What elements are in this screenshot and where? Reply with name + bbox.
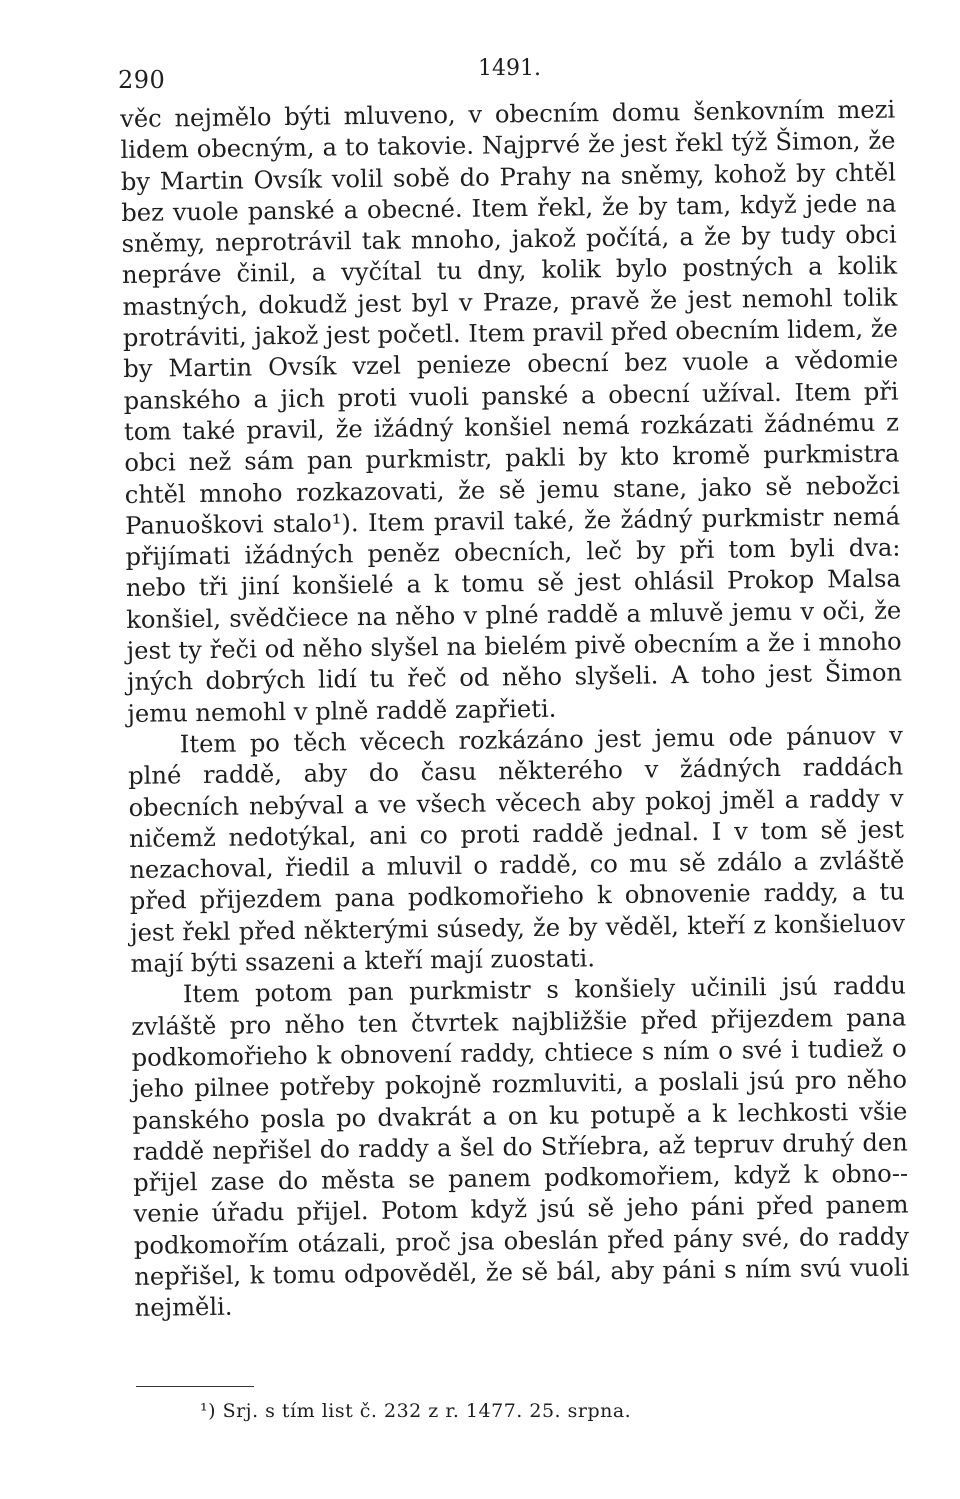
footnote-separator xyxy=(136,1386,254,1387)
footnote-marker: ¹) xyxy=(200,1400,217,1422)
footnote xyxy=(200,1400,631,1422)
running-head-year: 1491. xyxy=(478,56,541,81)
paragraph-1: věc nejmělo býti mluveno, v obecním domu šenkovním mezi lidem obecným, a to takovie. Najprvé že jest řekl týž Šimon, že by Martin Ovsík volil sobě do Prahy na sněmy, kohož by chtěl bez vuole panské a obecné. Item řekl, že by tam, když jede na sněmy, neprotrávil tak mnoho, jakož počítá, a že by tudy obci nepráve činil, a vyčítal tu dny, kolik bylo postných a kolik mastných, dokudž jest byl v Praze, pravě že jest nemohl tolik protráviti, jakož jest početl. Item pravil před obecním lidem, že by Martin Ovsík vzel penieze obecní bez vuole a vědomie panského a jich proti vuoli panské a obecní užíval. Item při tom také pravil, že ižádný konšiel nemá rozkázati žádnému z obci než sám pan purkmistr, pakli by kto kromě purkmistra chtěl mnoho rozkazovati, že sě jemu stane, jako sě nebožci Panuoškovi stalo¹). Item pravil také, že žádný purkmistr nemá přijímati ižádných peněz obecních, leč by při tom byli dva: nebo tři jiní konšielé a k tomu sě jest ohlásil Prokop Malsa konšiel, svědčiece na něho v plné raddě a mluvě jemu v oči, že jest ty řeči od něho slyšel na bielém pivě obecním a že i mnoho jných dobrých lidí tu řeč od něho slyšeli. A toho jest Šimon jemu nemohl v plně raddě zapřieti. xyxy=(120,95,903,728)
footnote-text: Srj. s tím list č. 232 z r. 1477. 25. srpna. xyxy=(222,1400,632,1422)
paragraph-3: Item potom pan purkmistr s konšiely učinili jsú raddu zvláště pro něho ten čtvrtek najbližšie před přijezdem pana podkomořieho k obnovení raddy, chtiece s ním o své i tudiež o jeho pilnee potřeby pokojně rozmluviti, a poslali jsú pro něho panského posla po dvakrát a on ku potupě a k lechkosti všie raddě nepřišel do raddy a šel do Stříebra, až tepruv druhý den přijel zase do města se panem podkomořiem, když k obno-venie úřadu přijel. Potom když jsú sě jeho páni před panem podkomořím otázali, proč jsa obeslán před pány své, do raddy nepřišel, k tomu odpověděl, že sě bál, aby páni s ním svú vuoli nejměli. xyxy=(131,971,910,1323)
paragraph-2: Item po těch věcech rozkázáno jest jemu ode pánuov v plné raddě, aby do času některého v žádných raddách obecních nebýval a ve všech věcech aby pokoj jměl a raddy v ničemž nedotýkal, ani co proti raddě jednal. I v tom sě jest nezachoval, řiedil a mluvil o raddě, co mu sě zdálo a zvláště před přijezdem pana podkomořieho k obnovenie raddy, a tu jest řekl před některými súsedy, že by věděl, kteří z konšieluov mají býti ssazeni a kteří mají zuostati. xyxy=(128,721,906,978)
body-text xyxy=(120,95,910,1325)
page-number: 290 xyxy=(118,66,166,94)
page-header xyxy=(118,56,888,96)
